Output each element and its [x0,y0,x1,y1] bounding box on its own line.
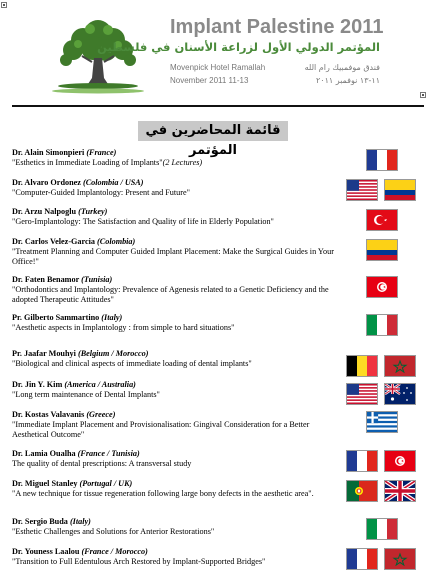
speaker-talk: "Treatment Planning and Computer Guided Implant Placement: Make the Surgical Guides in Your Office!" [12,247,334,266]
morocco-flag [384,548,416,570]
speaker-entry [12,178,347,198]
france-flag [366,149,398,171]
speaker-talk: "Immediate Implant Placement and Provisionalisation: Gingival Consideration for a Better Aesthetical Outcome" [12,420,310,439]
speaker-talk: "Esthetics in Immediate Loading of Implants"(2 Lectures) [12,158,203,167]
speaker-entry [12,313,347,333]
france-flag [346,548,378,570]
colombia-flag [366,239,398,261]
speaker-talk: "Biological and clinical aspects of immediate loading of dental implants" [12,359,252,368]
morocco-flag [384,355,416,377]
venue-ar: فندق موفمبيك رام الله [304,63,380,72]
speaker-entry [12,148,347,168]
italy-flag [366,314,398,336]
speaker-entry [12,517,347,537]
speaker-name: Pr. Jaafar Mouhyi (Belgium / Morocco) [12,349,149,358]
speaker-talk: "Orthodontics and Implantology: Prevalence of Agenesis related to a Genetic Deficiency and the adopted Therapeutic Attitudes" [12,285,329,304]
portugal-flag [346,480,378,502]
speaker-entry [12,479,347,499]
speaker-talk: "Long term maintenance of Dental Implants" [12,390,160,399]
speaker-name: Dr. Faten Benamor (Tunisia) [12,275,113,284]
speaker-entry [12,349,347,369]
conference-arabic-title: المؤتمر الدولي الأول لزراعة الأسنان في فلسطين [97,40,380,54]
usa-flag [346,383,378,405]
speaker-name: Dr. Carlos Velez-Garcia (Colombia) [12,237,136,246]
speaker-entry [12,449,347,469]
speaker-talk: "A new technique for tissue regeneration following large bony defects in the aesthetic area". [12,489,314,498]
speaker-entry [12,380,347,400]
australia-flag [384,383,416,405]
olive-tree-logo [48,14,148,94]
speaker-entry [12,237,347,267]
speaker-name: Dr. Alain Simonpieri (France) [12,148,117,157]
speaker-talk: "Gero-Implantology: The Satisfaction and Quality of life in Elderly Population" [12,217,274,226]
header [0,0,440,100]
usa-flag [346,179,378,201]
speakers-list-title: قائمة المحاضرين في المؤتمر [138,121,288,141]
speaker-name: Dr. Youness Laalou (France / Morocco) [12,547,148,556]
speaker-name: Dr. Kostas Valavanis (Greece) [12,410,116,419]
speaker-entry [12,275,347,305]
speaker-talk: "Aesthetic aspects in Implantology : from simple to hard situations" [12,323,235,332]
speaker-talk: "Transition to Full Edentulous Arch Restored by Implant-Supported Bridges" [12,557,266,566]
france-flag [346,450,378,472]
header-divider [12,105,424,107]
speaker-name: Dr. Sergio Buda (Italy) [12,517,91,526]
speaker-name: Dr. Alvaro Ordonez (Colombia / USA) [12,178,144,187]
speaker-name: Dr. Lamia Oualha (France / Tunisia) [12,449,140,458]
venue-en: Movenpick Hotel Ramallah [170,63,266,72]
tunisia-flag [366,276,398,298]
uk-flag [384,480,416,502]
turkey-flag [366,209,398,231]
belgium-flag [346,355,378,377]
speaker-talk: The quality of dental prescriptions: A transversal study [12,459,192,468]
speaker-entry [12,547,347,567]
speaker-entry [12,410,347,440]
speaker-name: Pr. Gilberto Sammartino (Italy) [12,313,123,322]
italy-flag [366,518,398,540]
tunisia-flag [384,450,416,472]
speaker-talk: "Esthetic Challenges and Solutions for Anterior Restorations" [12,527,215,536]
colombia-flag [384,179,416,201]
conference-title: Implant Palestine 2011 [170,16,384,38]
speaker-name: Dr. Jin Y. Kim (America / Australia) [12,380,136,389]
speaker-name: Dr. Arzu Nalpoglu (Turkey) [12,207,108,216]
date-ar: ١١-١٣ نوفمبر ٢٠١١ [316,76,380,85]
date-en: November 2011 11-13 [170,76,249,85]
speaker-talk: "Computer-Guided Implantology: Present and Future" [12,188,190,197]
speaker-name: Dr. Miguel Stanley (Portugal / UK) [12,479,133,488]
greece-flag [366,411,398,433]
speaker-entry [12,207,347,227]
